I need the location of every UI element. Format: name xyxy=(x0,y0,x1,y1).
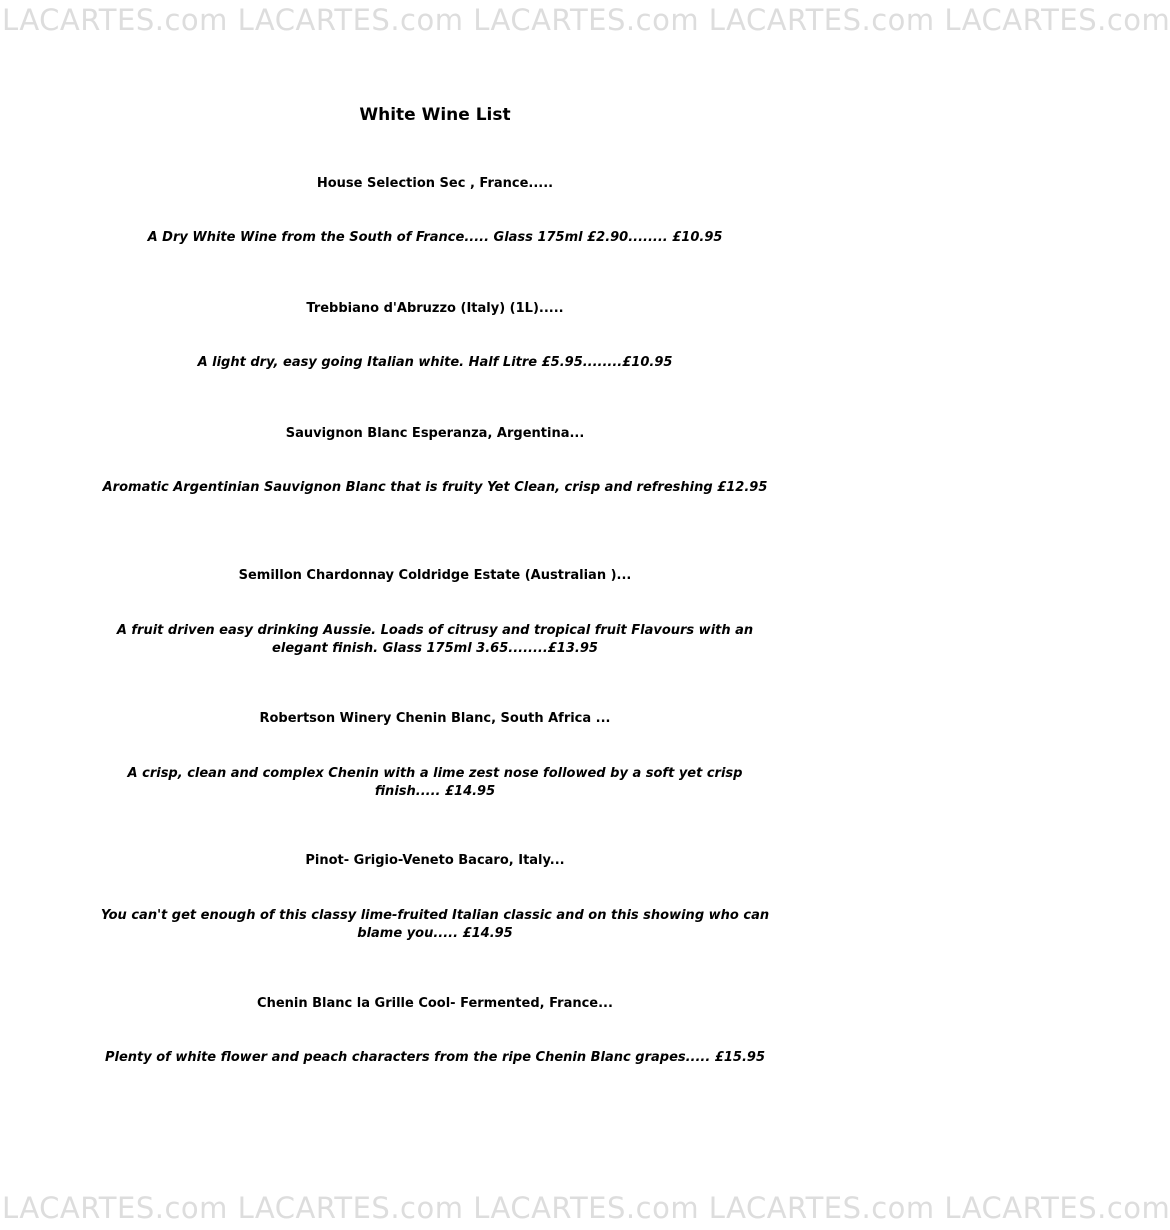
wine-name-2: Trebbiano d'Abruzzo (Italy) (1L)..... xyxy=(306,301,564,316)
wine-description-6: You can't get enough of this classy lime-fruited Italian classic and on this showing who can blame you..... £14.95 xyxy=(100,908,770,941)
wine-description-1: A Dry White Wine from the South of France..... Glass 175ml £2.90........ £10.95 xyxy=(147,230,723,245)
wine-name-6: Pinot- Grigio-Veneto Bacaro, Italy... xyxy=(305,853,565,868)
wine-name-3: Sauvignon Blanc Esperanza, Argentina... xyxy=(285,426,585,441)
page-title: White Wine List xyxy=(359,105,511,125)
wine-name-4: Semillon Chardonnay Coldridge Estate (Australian )... xyxy=(238,568,632,583)
watermark-text: LACARTES.com LACARTES.com LACARTES.com LACARTES.com LACARTES.com xyxy=(2,3,1170,37)
watermark-text: LACARTES.com LACARTES.com LACARTES.com LACARTES.com LACARTES.com xyxy=(2,1191,1170,1225)
watermark-bottom xyxy=(0,1188,1170,1228)
wine-description-5: A crisp, clean and complex Chenin with a lime zest nose followed by a soft yet crisp finish..... £14.95 xyxy=(127,766,743,799)
wine-name-1: House Selection Sec , France..... xyxy=(316,176,554,191)
wine-name-5: Robertson Winery Chenin Blanc, South Africa ... xyxy=(259,711,611,726)
wine-name-7: Chenin Blanc la Grille Cool- Fermented, France... xyxy=(257,996,613,1011)
wine-description-4: A fruit driven easy drinking Aussie. Loads of citrusy and tropical fruit Flavours with an elegant finish. Glass 175ml 3.65........£13.95 xyxy=(116,623,754,656)
wine-description-7: Plenty of white flower and peach characters from the ripe Chenin Blanc grapes..... £15.95 xyxy=(104,1050,766,1065)
wine-description-2: A light dry, easy going Italian white. Half Litre £5.95........£10.95 xyxy=(197,355,673,370)
wine-description-3: Aromatic Argentinian Sauvignon Blanc that is fruity Yet Clean, crisp and refreshing £12.95 xyxy=(102,480,768,495)
